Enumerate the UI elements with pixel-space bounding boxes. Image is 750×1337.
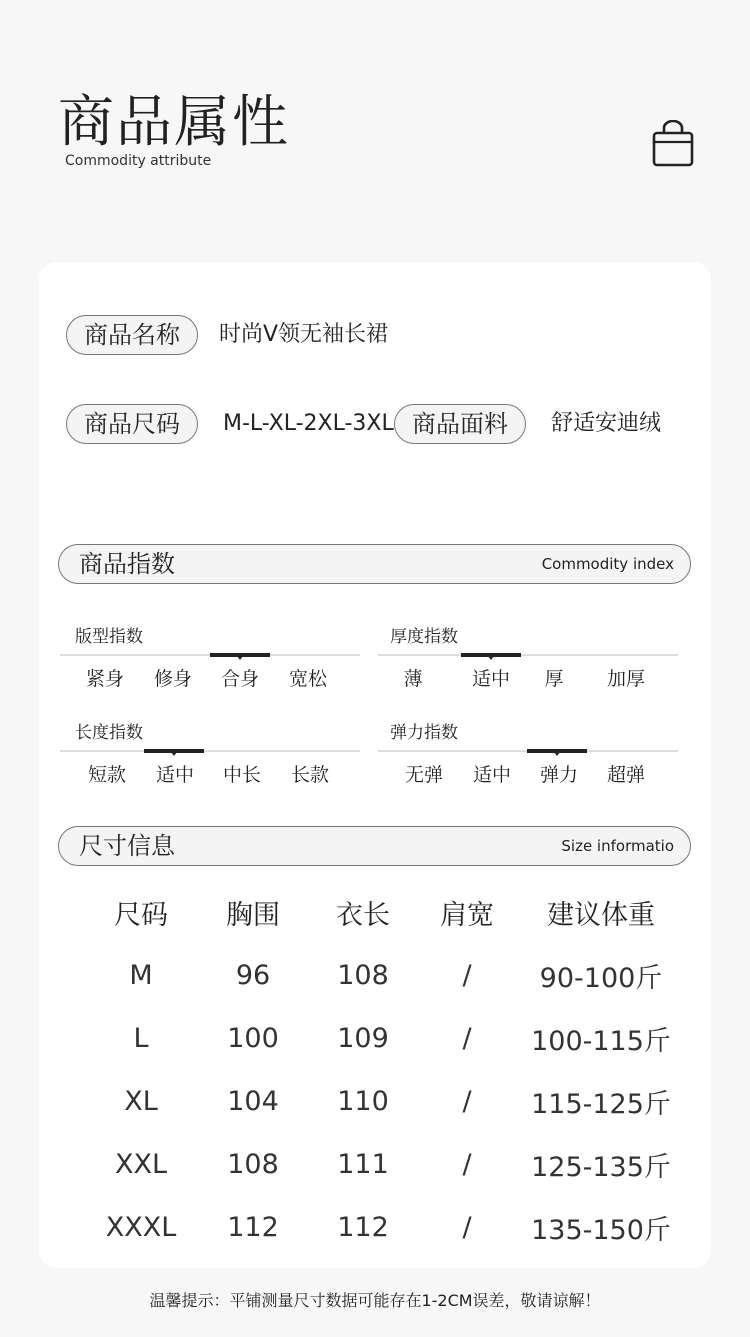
elasticity-index [378,718,678,798]
column-header: 建议体重 [547,899,655,931]
table-cell: / [462,1149,472,1180]
section-title: 商品指数 [79,550,175,578]
index-option-selected: 合身 [220,668,259,690]
product-size-value: M-L-XL-2XL-3XL [223,411,394,436]
size-table [85,880,685,1259]
length-index [60,718,360,798]
table-row [85,1007,685,1070]
index-option: 短款 [87,764,126,786]
table-cell: 110 [337,1086,389,1117]
index-option: 加厚 [606,668,645,690]
index-label: 长度指数 [75,723,143,743]
table-cell: / [462,1023,472,1054]
table-cell: 109 [337,1023,389,1054]
section-title: 尺寸信息 [79,832,175,860]
table-cell: 100 [227,1023,279,1054]
index-selected-marker [210,653,270,657]
index-option: 中长 [222,764,261,786]
table-cell: 90-100斤 [539,963,663,994]
index-selected-marker [527,749,587,753]
thickness-index [378,622,678,702]
shopping-bag-icon [651,120,695,168]
product-size-label: 商品尺码 [66,404,198,444]
table-row [85,944,685,1007]
table-cell: XXXL [105,1212,177,1243]
size-section-header [58,826,691,866]
page-title: 商品属性 [58,90,290,155]
index-option: 长款 [290,764,329,786]
index-option-selected: 适中 [471,668,510,690]
index-section-header [58,544,691,584]
table-cell: / [462,1086,472,1117]
index-label: 版型指数 [75,627,143,647]
column-header: 衣长 [336,899,390,931]
table-cell: / [462,960,472,991]
index-option: 无弹 [404,764,443,786]
table-cell: 125-135斤 [531,1152,671,1183]
index-option: 适中 [472,764,511,786]
measurement-footnote: 温馨提示：平铺测量尺寸数据可能存在1-2CM误差，敬请谅解！ [149,1291,601,1310]
table-row [85,1133,685,1196]
table-cell: 100-115斤 [531,1026,671,1057]
table-cell: 135-150斤 [531,1215,671,1246]
index-label: 弹力指数 [390,723,458,743]
index-option: 修身 [153,668,192,690]
index-selected-marker [144,749,204,753]
index-option: 超弹 [606,764,645,786]
column-header: 尺码 [114,899,168,931]
product-fabric-value: 舒适安迪绒 [551,411,662,436]
index-selected-marker [461,653,521,657]
table-cell: 96 [235,960,271,991]
index-option-selected: 适中 [155,764,194,786]
index-option: 紧身 [85,668,124,690]
table-cell: M [129,960,153,991]
table-header-row [85,880,685,944]
column-header: 肩宽 [440,899,494,931]
fit-index [60,622,360,702]
index-track [378,654,678,656]
table-cell: L [133,1023,149,1054]
page-subtitle: Commodity attribute [65,153,212,169]
product-fabric-label: 商品面料 [394,404,526,444]
table-cell: / [462,1212,472,1243]
table-cell: 115-125斤 [531,1089,671,1120]
index-option: 薄 [403,668,423,690]
product-name-label: 商品名称 [66,315,198,355]
section-subtitle: Commodity index [541,555,674,573]
table-cell: 108 [337,960,389,991]
table-row [85,1070,685,1133]
index-option: 厚 [544,668,564,690]
index-option-selected: 弹力 [539,764,578,786]
product-name-value: 时尚V领无袖长裙 [219,322,389,347]
table-cell: 112 [337,1212,389,1243]
table-cell: XXL [114,1149,168,1180]
table-cell: 111 [337,1149,389,1180]
index-option: 宽松 [288,668,327,690]
table-cell: 108 [227,1149,279,1180]
section-subtitle: Size informatio [561,837,674,855]
table-cell: XL [124,1086,158,1117]
table-cell: 104 [227,1086,279,1117]
column-header: 胸围 [226,899,280,931]
index-track [60,750,360,752]
table-row [85,1196,685,1259]
index-label: 厚度指数 [390,627,458,647]
table-cell: 112 [227,1212,279,1243]
